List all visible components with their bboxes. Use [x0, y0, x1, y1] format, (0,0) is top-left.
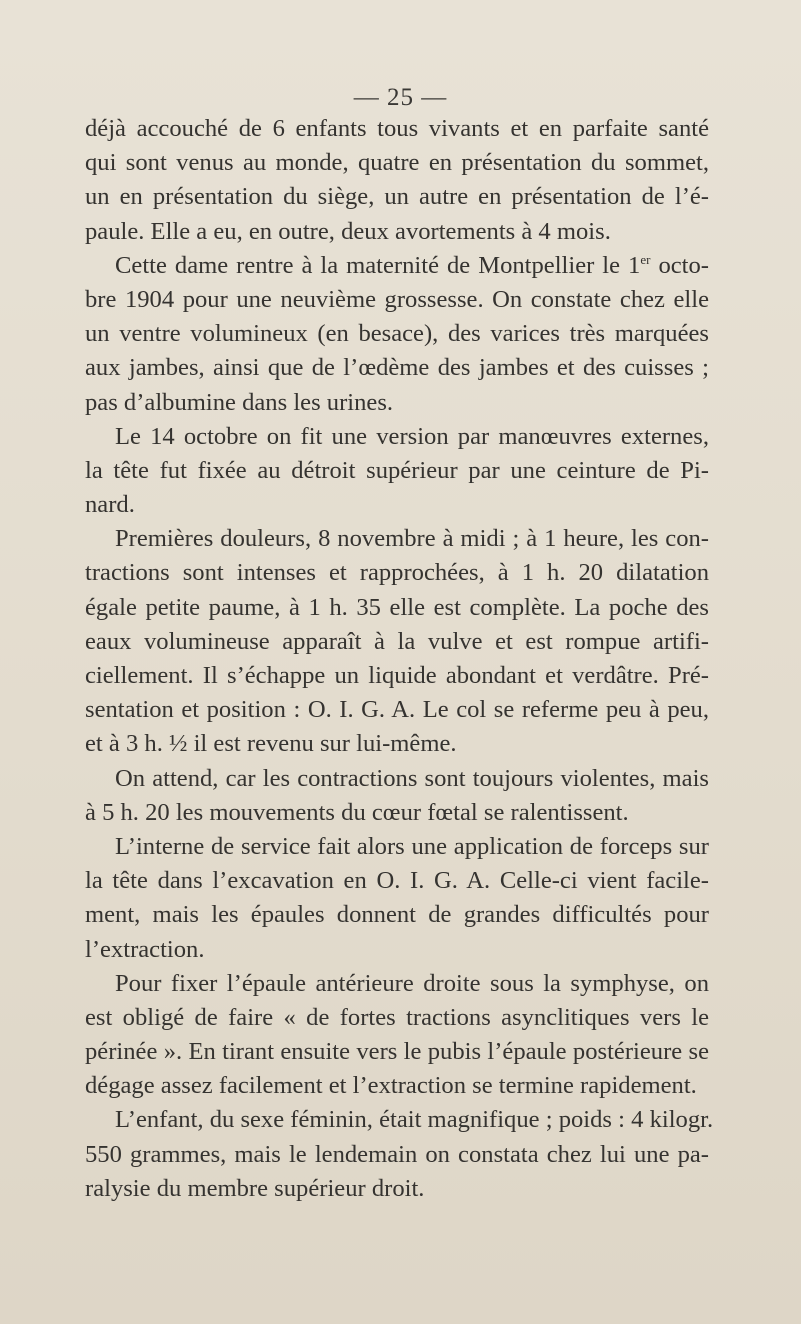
- text-line: L’enfant, du sexe féminin, était magnifique ; poids : 4 kilogr.: [115, 1106, 714, 1134]
- text-line: et à 3 h. ½ il est revenu sur lui-même.: [85, 730, 457, 758]
- text-line: Pour fixer l’épaule antérieure droite sous la symphyse, on: [115, 969, 709, 997]
- text-line: aux jambes, ainsi que de l’œdème des jambes et des cuisses ;: [85, 354, 709, 382]
- text-line: L’interne de service fait alors une application de forceps sur: [115, 832, 709, 860]
- text-line: pas d’albumine dans les urines.: [85, 388, 394, 416]
- text-line: qui sont venus au monde, quatre en présentation du sommet,: [85, 149, 709, 177]
- body-text: [85, 112, 714, 1206]
- text-line: un ventre volumineux (en besace), des varices très marquées: [85, 320, 709, 348]
- text-line: dégage assez facilement et l’extraction se termine rapidement.: [85, 1072, 697, 1100]
- text-line: ralysie du membre supérieur droit.: [85, 1174, 425, 1202]
- text-line: est obligé de faire « de fortes tractions asynclitiques vers le: [85, 1003, 709, 1031]
- text-line: périnée ». En tirant ensuite vers le pubis l’épaule postérieure se: [85, 1038, 709, 1066]
- text-line: déjà accouché de 6 enfants tous vivants et en parfaite santé: [85, 115, 709, 142]
- text-line: sentation et position : O. I. G. A. Le col se referme peu à peu,: [85, 696, 709, 724]
- text-line: la tête fut fixée au détroit supérieur par une ceinture de Pi-: [85, 456, 709, 484]
- text-line: Premières douleurs, 8 novembre à midi ; à 1 heure, les con-: [115, 525, 709, 553]
- text-line: ment, mais les épaules donnent de grandes difficultés pour: [85, 901, 709, 929]
- text-line: 550 grammes, mais le lendemain on constata chez lui une pa-: [85, 1140, 709, 1168]
- superscript: er: [640, 251, 651, 267]
- text-line: tractions sont intenses et rapprochées, à 1 h. 20 dilatation: [85, 559, 709, 587]
- text-line: la tête dans l’excavation en O. I. G. A. Celle-ci vient facile-: [85, 867, 709, 895]
- text-line: un en présentation du siège, un autre en présentation de l’é-: [85, 183, 709, 211]
- text-line: ciellement. Il s’échappe un liquide abondant et verdâtre. Pré-: [85, 662, 709, 689]
- text-line: égale petite paume, à 1 h. 35 elle est complète. La poche des: [85, 593, 709, 621]
- text-line: l’extraction.: [85, 935, 205, 963]
- text-segment: octo-: [650, 251, 709, 279]
- text-line: bre 1904 pour une neuvième grossesse. On constate chez elle: [85, 285, 709, 313]
- text-line: eaux volumineuse apparaît à la vulve et est rompue artifi-: [85, 627, 709, 655]
- text-line: Le 14 octobre on fit une version par manœuvres externes,: [115, 422, 709, 450]
- text-line: nard.: [85, 491, 135, 519]
- text-line: On attend, car les contractions sont toujours violentes, mais: [115, 764, 709, 792]
- text-line: [85, 249, 709, 283]
- page-number: — 25 —: [353, 84, 448, 111]
- text-line: paule. Elle a eu, en outre, deux avortements à 4 mois.: [85, 217, 611, 245]
- text-segment: Cette dame rentre à la maternité de Montpellier le 1: [115, 251, 641, 279]
- text-line: à 5 h. 20 les mouvements du cœur fœtal se ralentissent.: [85, 798, 629, 826]
